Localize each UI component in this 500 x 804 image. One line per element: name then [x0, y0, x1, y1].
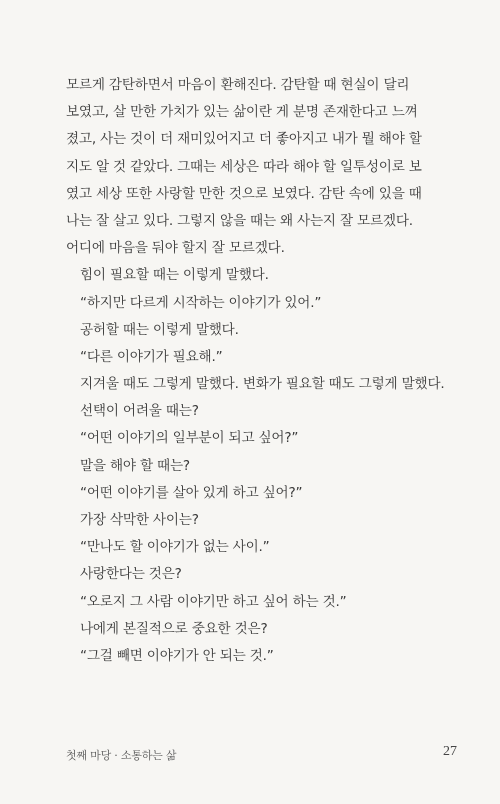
text-line: “그걸 빼면 이야기가 안 되는 것.” — [80, 647, 274, 664]
text-line: 힘이 필요할 때는 이렇게 말했다. — [80, 267, 269, 284]
text-line: “어떤 이야기의 일부분이 되고 싶어?” — [80, 430, 299, 447]
text-line: “오로지 그 사람 이야기만 하고 싶어 하는 것.” — [80, 593, 347, 610]
text-line: 공허할 때는 이렇게 말했다. — [80, 321, 239, 338]
text-line: 였고 세상 또한 사랑할 만한 것으로 보였다. 감탄 속에 있을 때 — [66, 185, 422, 202]
page-number: 27 — [443, 744, 457, 759]
text-line: 가장 삭막한 사이는? — [80, 512, 199, 528]
text-line: 보였고, 살 만한 가치가 있는 삶이란 게 분명 존재한다고 느껴 — [66, 104, 418, 121]
text-line: “다른 이야기가 필요해.” — [80, 348, 223, 365]
text-line: 지도 알 것 같았다. 그때는 세상은 따라 해야 할 일투성이로 보 — [66, 158, 422, 175]
text-line: 어디에 마음을 둬야 할지 잘 모르겠다. — [66, 240, 285, 257]
body-text — [66, 72, 446, 670]
text-line: 나에게 본질적으로 중요한 것은? — [80, 620, 268, 637]
text-line: “만나도 할 이야기가 없는 사이.” — [80, 539, 270, 556]
text-line: “어떤 이야기를 살아 있게 하고 싶어?” — [80, 484, 303, 501]
text-line: 사랑한다는 것은? — [80, 566, 182, 583]
running-footer-title: 첫째 마당 · 소통하는 삶 — [66, 749, 177, 762]
text-line: 선택이 어려울 때는? — [80, 403, 199, 420]
text-line: 모르게 감탄하면서 마음이 환해진다. 감탄할 때 현실이 달리 — [66, 77, 410, 93]
text-line: 말을 해야 할 때는? — [80, 457, 190, 474]
text-line: 나는 잘 살고 있다. 그렇지 않을 때는 왜 사는지 잘 모르겠다. — [66, 212, 413, 229]
text-line: “하지만 다르게 시작하는 이야기가 있어.” — [80, 294, 322, 311]
text-line: 지겨울 때도 그렇게 말했다. 변화가 필요할 때도 그렇게 말했다. — [80, 376, 445, 393]
text-line: 졌고, 사는 것이 더 재미있어지고 더 좋아지고 내가 뭘 해야 할 — [66, 131, 422, 148]
